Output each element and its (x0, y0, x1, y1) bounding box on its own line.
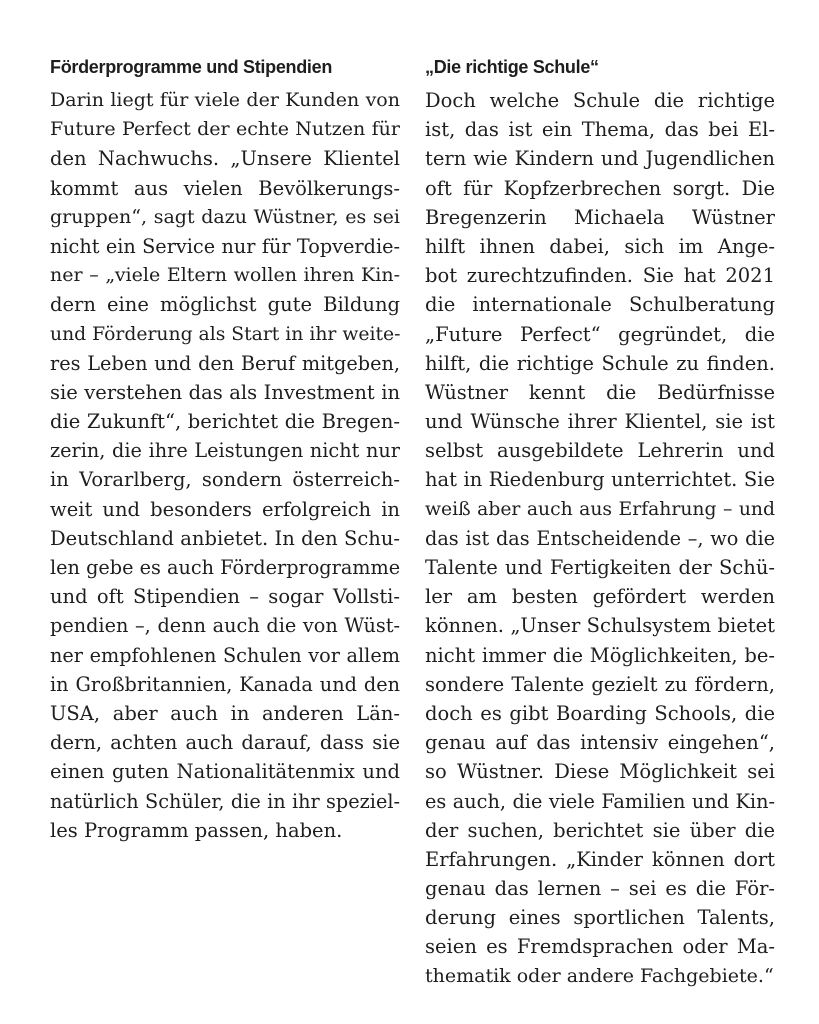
text-line: len gebe es auch Förderprogramme (50, 556, 401, 579)
text-line: das ist das Entscheidende –, wo die (425, 526, 775, 550)
left-column-body (50, 86, 400, 845)
text-line: gruppen“, sagt dazu Wüstner, es sei (50, 205, 400, 228)
text-line: Future Perfect der echte Nutzen für (50, 118, 400, 141)
section-heading-foerderprogramme: Förderprogramme und Stipendien (50, 57, 333, 77)
text-line: sie verstehen das als Investment in (50, 380, 400, 404)
text-line: pendien –, denn auch die von Wüst- (50, 614, 400, 638)
text-line: Talente und Fertigkeiten der Schü- (425, 556, 775, 579)
text-line: weit und besonders erfolgreich in (50, 497, 400, 521)
text-line: hat in Riedenburg unterrichtet. Sie (425, 468, 775, 492)
text-line: weiß aber auch aus Erfahrung – und (425, 498, 775, 520)
text-line: dern eine möglichst gute Bildung (50, 293, 400, 317)
text-line: tern wie Kindern und Jugendlichen (425, 147, 775, 171)
text-line: genau das lernen – sei es die För- (425, 877, 775, 901)
text-line: können. „Unser Schulsystem bietet (425, 614, 775, 638)
text-line: seien es Fremdsprachen oder Ma- (425, 935, 775, 959)
text-line: thematik oder andere Fachgebiete.“ (425, 964, 774, 987)
right-column-body (425, 86, 775, 991)
text-line: derung eines sportlichen Talents, (425, 906, 775, 930)
text-line: nicht immer die Möglichkeiten, be- (425, 643, 775, 667)
text-line: die Zukunft“, berichtet die Bregen- (50, 410, 400, 434)
text-line: die internationale Schulberatung (425, 293, 775, 317)
text-line: Doch welche Schule die richtige (425, 89, 775, 112)
text-line: hilft, die richtige Schule zu finden. (425, 351, 775, 375)
text-line: ist, das ist ein Thema, das bei El- (425, 118, 775, 142)
text-line: Wüstner kennt die Bedürfnisse (425, 380, 775, 404)
left-column (50, 54, 400, 845)
text-line: sondere Talente gezielt zu fördern, (425, 672, 775, 696)
text-line: genau auf das intensiv eingehen“, (425, 731, 775, 755)
text-line: bot zurechtzufinden. Sie hat 2021 (425, 264, 775, 288)
text-line: „Future Perfect“ gegründet, die (425, 322, 775, 346)
text-line: selbst ausgebildete Lehrerin und (425, 439, 775, 463)
text-line: ner – „viele Eltern wollen ihren Kin- (50, 264, 400, 287)
text-line: nicht ein Service nur für Topverdie- (50, 234, 400, 258)
text-line: Bregenzerin Michaela Wüstner (425, 205, 775, 229)
text-line: res Leben und den Beruf mitgeben, (50, 351, 400, 375)
text-line: zerin, die ihre Leistungen nicht nur (50, 439, 400, 463)
text-line: der suchen, berichtet sie über die (425, 818, 775, 842)
section-heading-richtige-schule: „Die richtige Schule“ (425, 57, 599, 77)
text-line: ner empfohlenen Schulen vor allem (50, 643, 400, 667)
text-line: doch es gibt Boarding Schools, die (425, 701, 775, 725)
text-line: hilft ihnen dabei, sich im Ange- (425, 234, 775, 258)
text-line: oft für Kopfzerbrechen sorgt. Die (425, 176, 775, 200)
text-line: kommt aus vielen Bevölkerungs- (50, 176, 400, 200)
text-line: in Großbritannien, Kanada und den (50, 672, 400, 696)
text-line: den Nachwuchs. „Unsere Klientel (50, 147, 400, 171)
text-line: ler am besten gefördert werden (425, 585, 775, 609)
text-line: dern, achten auch darauf, dass sie (50, 731, 400, 755)
text-line: Deutschland anbietet. In den Schu- (50, 526, 400, 550)
text-line: les Programm passen, haben. (50, 818, 343, 842)
text-line: natürlich Schüler, die in ihr speziel- (50, 789, 400, 813)
text-line: und oft Stipendien – sogar Vollsti- (50, 585, 400, 609)
right-column (425, 54, 775, 991)
text-line: und Förderung als Start in ihr weite- (50, 323, 401, 345)
text-line: und Wünsche ihrer Klientel, sie ist (425, 410, 775, 434)
text-line: so Wüstner. Diese Möglichkeit sei (425, 760, 775, 784)
text-line: einen guten Nationalitätenmix und (50, 760, 400, 784)
text-line: Erfahrungen. „Kinder können dort (425, 847, 775, 871)
text-line: USA, aber auch in anderen Län- (50, 701, 400, 725)
text-line: Darin liegt für viele der Kunden von (50, 89, 400, 111)
text-line: in Vorarlberg, sondern österreich- (50, 468, 400, 492)
text-line: es auch, die viele Familien und Kin- (425, 789, 775, 813)
